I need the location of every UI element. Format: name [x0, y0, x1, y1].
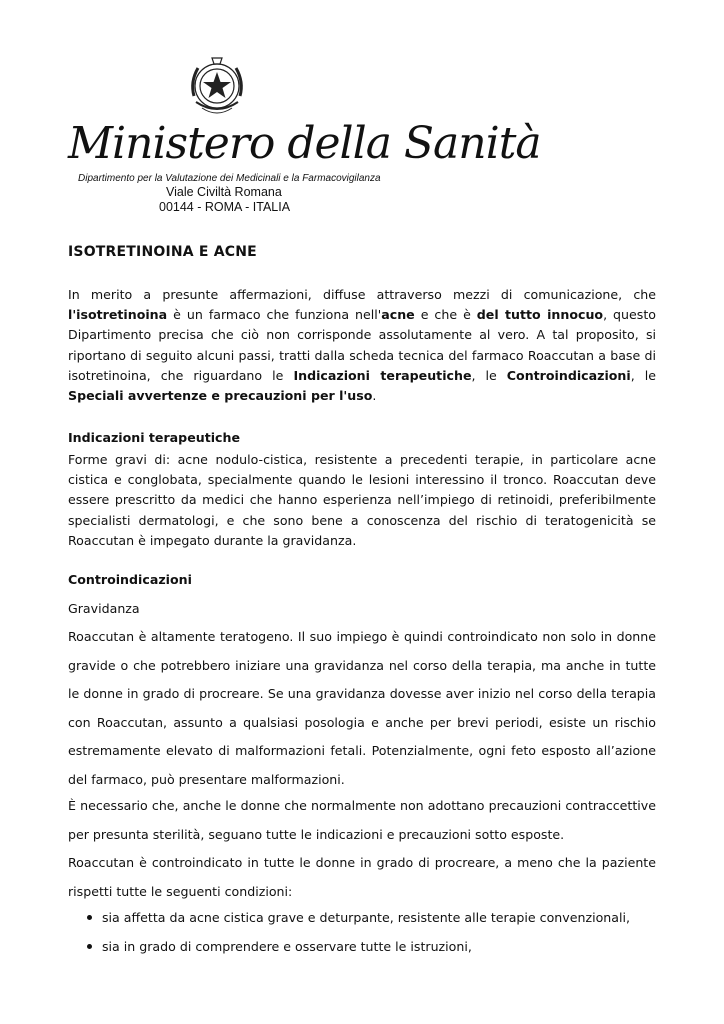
bullet-icon	[87, 915, 92, 920]
list-item: sia in grado di comprendere e osservare tutte le istruzioni,	[68, 933, 668, 962]
section-heading-indicazioni: Indicazioni terapeutiche	[68, 430, 241, 445]
section-heading-controindicazioni: Controindicazioni	[68, 572, 192, 587]
conditions-list	[68, 904, 668, 961]
bullet-icon	[87, 944, 92, 949]
indicazioni-paragraph: Forme gravi di: acne nodulo-cistica, resistente a precedenti terapie, in particolare acne cistica e conglobata, specialmente quando le lesioni interessino il tronco. Roaccutan deve essere prescritto da medici che hanno esperienza nell’impiego di retinoidi, preferibilmente specialisti dermatologi, e che sono bene a conoscenza del rischio di teratogenicità se Roaccutan è impegato durante la gravidanza.	[68, 452, 656, 548]
address-line-1: Viale Civiltà Romana	[166, 185, 282, 199]
intro-paragraph: In merito a presunte affermazioni, diffuse attraverso mezzi di comunicazione, che l'isotretinoina è un farmaco che funziona nell'acne e che è del tutto innocuo, questo Dipartimento precisa che ciò non corrisponde assolutamente al vero. A tal proposito, si riportano di seguito alcuni passi, tratti dalla scheda tecnica del farmaco Roaccutan a base di isotretinoina, che riguardano le Indicazioni terapeutiche, le Controindicazioni, le Speciali avvertenze e precauzioni per l'uso.	[68, 287, 656, 404]
list-item: sia affetta da acne cistica grave e deturpante, resistente alle terapie convenzionali,	[68, 904, 668, 933]
controindicazioni-paragraph-3: Roaccutan è controindicato in tutte le donne in grado di procreare, a meno che la paziente rispetti tutte le seguenti condizioni:	[68, 855, 656, 899]
controindicazioni-paragraph-1: Roaccutan è altamente teratogeno. Il suo impiego è quindi controindicato non solo in donne gravide o che potrebbero iniziare una gravidanza nel corso della terapia, ma anche in tutte le donne in grado di procreare. Se una gravidanza dovesse aver inizio nel corso della terapia con Roaccutan, assunto a qualsiasi posologia e anche per brevi periodi, esiste un rischio estremamente elevato di malformazioni fetali. Potenzialmente, ogni feto esposto all’azione del farmaco, può presentare malformazioni.	[68, 629, 656, 787]
subheading-gravidanza: Gravidanza	[68, 601, 140, 616]
department-name: Dipartimento per la Valutazione dei Medicinali e la Farmacovigilanza	[78, 173, 381, 184]
italian-republic-emblem-icon	[184, 52, 250, 122]
controindicazioni-paragraph-2: È necessario che, anche le donne che normalmente non adottano precauzioni contraccettive per presunta sterilità, seguano tutte le indicazioni e precauzioni sotto esposte.	[68, 798, 656, 842]
ministry-title: Ministero della Sanità	[68, 118, 541, 169]
address-line-2: 00144 - ROMA - ITALIA	[159, 200, 291, 214]
document-title: ISOTRETINOINA E ACNE	[68, 244, 257, 260]
